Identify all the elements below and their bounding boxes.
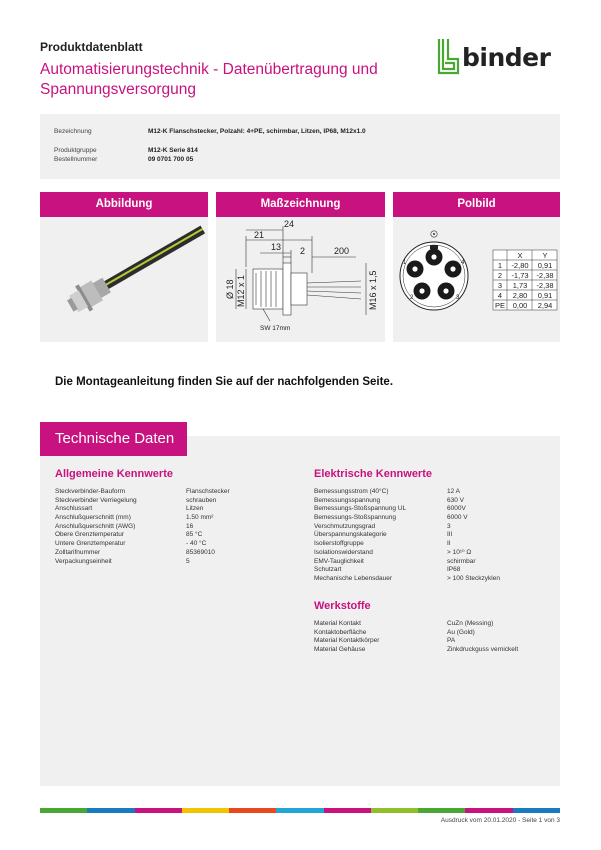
coord-pin: PE [494,301,506,310]
pin-label-4: 4 [461,260,465,266]
kv-label: EMV-Tauglichkeit [314,557,364,565]
kv-label: Schutzart [314,566,342,574]
panel-title-abbildung: Abbildung [40,192,208,217]
kv-label: Bemessungsspannung [314,496,381,504]
coord-y: -2,38 [536,271,554,280]
kv-value: II [447,540,451,548]
info-label: Bestellnummer [54,156,98,163]
pin-layout [393,217,560,342]
panel-masszeichnung [216,192,385,342]
kv-label: Steckverbinder-Bauform [55,488,126,495]
coord-y: 0,91 [537,261,553,270]
footer-color-segment [229,808,276,813]
kv-value: > 100 Steckzyklen [447,574,500,582]
coord-pin: 3 [497,281,503,290]
coord-header-y: Y [542,251,548,260]
info-label: Bezeichnung [54,128,92,135]
dim-24: 24 [284,219,295,229]
kv-row [55,523,255,532]
kv-value: 630 V [447,496,464,504]
pin-label-3: 3 [456,295,460,301]
kv-row [314,505,554,514]
kv-row [314,558,554,567]
footer-color-segment [40,808,87,813]
kv-label: Isolierstoffgruppe [314,540,364,548]
kv-value: 12 A [447,488,461,495]
kv-row [55,488,255,497]
coord-pin: 1 [497,261,503,270]
allgemein-list [55,488,255,566]
product-image [40,217,208,342]
footer-color-segment [276,808,323,813]
coord-header-x: X [517,251,523,260]
kv-value: Litzen [186,505,204,513]
kv-row [314,637,554,646]
footer-color-segment [465,808,512,813]
dim-200: 200 [334,246,350,256]
kv-row [314,549,554,558]
sheet-title: Produktdatenblatt [40,40,143,54]
kv-label: Bemessungs-Stoßspannung UL [314,505,407,513]
footer-color-segment [135,808,182,813]
kv-value: > 10¹⁰ Ω [447,548,472,556]
panel-title-masszeichnung: Maßzeichnung [216,192,385,217]
coord-x: 0,00 [512,301,528,310]
kv-label: Bemessungsstrom (40°C) [314,488,389,495]
kv-value: 6000V [447,505,466,513]
kv-label: Anschlussart [55,505,93,513]
dim-21: 21 [254,230,265,240]
kv-label: Überspannungskategorie [314,531,387,539]
panel-polbild [393,192,560,342]
kv-row [314,540,554,549]
footer-color-bar [40,808,560,813]
info-label: Produktgruppe [54,147,97,154]
kv-row [55,514,255,523]
kv-label: Material Kontaktkörper [314,637,380,645]
coord-pin: 2 [497,271,503,280]
footer-color-segment [87,808,134,813]
kv-value: IP68 [447,566,461,574]
footer-color-segment [418,808,465,813]
kv-row [314,488,554,497]
kv-value: 1.50 mm² [186,514,214,522]
kv-label: Zolltarifnummer [55,548,101,556]
panel-abbildung [40,192,208,342]
footer-color-segment [371,808,418,813]
coord-x: -2,80 [511,261,529,270]
pin-label-2: 2 [410,295,414,301]
info-value: 09 0701 700 05 [148,156,194,163]
kv-row [55,531,255,540]
tech-data-tab: Technische Daten [40,422,187,456]
kv-label: Isolationswiderstand [314,548,373,556]
kv-value: Zinkdruckguss vernickelt [447,646,519,654]
kv-row [314,531,554,540]
kv-label: Verpackungseinheit [55,557,112,565]
kv-row [55,540,255,549]
kv-label: Obere Grenztemperatur [55,531,125,539]
kv-row [55,505,255,514]
footer-color-segment [324,808,371,813]
footer-color-segment [182,808,229,813]
coord-x: 1,73 [512,281,528,290]
kv-row [314,497,554,506]
footer-print-info: Ausdruck vom 20.01.2020 - Seite 1 von 3 [440,817,560,824]
kv-value: 85 °C [186,531,203,539]
product-info-box [40,114,560,179]
kv-value: PA [447,637,456,645]
kv-value: 16 [186,522,194,530]
kv-value: CuZn (Messing) [447,620,494,627]
info-value: M12-K Flanschstecker, Polzahl: 4+PE, schirmbar, Litzen, IP68, M12x1.0 [148,128,366,135]
kv-label: Untere Grenztemperatur [55,540,126,548]
dim-m12: M12 x 1 [236,274,246,307]
kv-row [314,646,554,655]
section-title-allgemein: Allgemeine Kennwerte [55,468,173,480]
kv-row [314,629,554,638]
coord-pin: 4 [497,291,503,300]
logo-text: binder [462,43,551,72]
elektrisch-list [314,488,554,584]
kv-label: Kontaktoberfläche [314,628,367,636]
kv-value: 6000 V [447,514,468,522]
kv-row [55,497,255,506]
werkstoffe-list [314,620,554,655]
dim-sw17: SW 17mm [260,325,291,332]
kv-row [55,558,255,567]
section-title-werkstoffe: Werkstoffe [314,600,371,612]
kv-row [55,549,255,558]
pin-label-1: 1 [403,260,407,266]
dim-2: 2 [300,246,306,256]
kv-label: Steckverbinder Verriegelung [55,496,137,504]
kv-value: schirmbar [447,557,476,565]
coord-x: -1,73 [511,271,529,280]
kv-value: Flanschstecker [186,488,230,495]
kv-label: Verschmutzungsgrad [314,522,376,530]
kv-label: Material Kontakt [314,620,361,627]
kv-value: 85369010 [186,548,215,556]
kv-label: Mechanische Lebensdauer [314,574,393,582]
assembly-notice: Die Montageanleitung finden Sie auf der nachfolgenden Seite. [55,376,394,388]
panel-title-polbild: Polbild [393,192,560,217]
kv-value: 5 [186,557,190,565]
coord-x: 2,80 [512,291,528,300]
kv-value: schrauben [186,496,217,504]
kv-label: Bemessungs-Stoßspannung [314,514,397,522]
section-title-elektrisch: Elektrische Kennwerte [314,468,432,480]
kv-value: 3 [447,522,451,530]
kv-row [314,514,554,523]
kv-label: Anschlußquerschnitt (AWG) [55,522,136,530]
kv-value: III [447,531,453,539]
kv-row [314,575,554,584]
coord-y: 0,91 [537,291,553,300]
dim-d18: Ø 18 [225,279,235,299]
footer-color-segment [513,808,560,813]
kv-value: - 40 °C [186,540,207,548]
info-value: M12-K Serie 814 [148,147,198,154]
dim-m16: M16 x 1,5 [368,270,378,310]
kv-label: Material Gehäuse [314,646,366,654]
page-title: Automatisierungstechnik - Datenübertragung und Spannungsversorgung [40,61,378,98]
dim-13: 13 [271,242,282,252]
kv-row [314,566,554,575]
kv-value: Au (Gold) [447,628,475,636]
kv-label: Anschlußquerschnitt (mm) [55,514,131,522]
kv-row [314,620,554,629]
coord-y: 2,94 [537,301,553,310]
dimension-drawing [216,217,385,342]
coord-y: -2,38 [536,281,554,290]
